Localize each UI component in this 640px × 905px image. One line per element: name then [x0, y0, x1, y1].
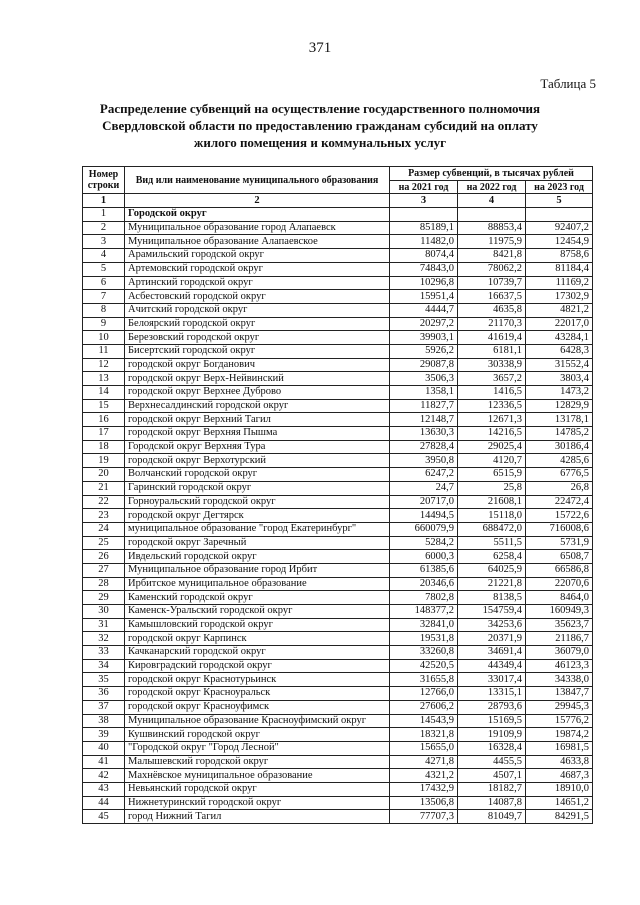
amount-2021: 12148,7: [390, 413, 458, 427]
row-number: 37: [83, 700, 125, 714]
row-number: 34: [83, 659, 125, 673]
amount-2022: 18182,7: [458, 782, 526, 796]
table-row: [83, 221, 593, 235]
municipality-name: Качканарский городской округ: [125, 646, 390, 660]
row-number: 10: [83, 331, 125, 345]
amount-2022: 12671,3: [458, 413, 526, 427]
municipality-name: городской округ Верх-Нейвинский: [125, 372, 390, 386]
amount-2021: 13630,3: [390, 427, 458, 441]
amount-2023: 13178,1: [526, 413, 593, 427]
municipality-name: городской округ Верхний Тагил: [125, 413, 390, 427]
amount-2022: 8421,8: [458, 249, 526, 263]
amount-2021: 10296,8: [390, 276, 458, 290]
amount-2023: 13847,7: [526, 687, 593, 701]
amount-2022: 33017,4: [458, 673, 526, 687]
amount-2021: 19531,8: [390, 632, 458, 646]
table-row: [83, 605, 593, 619]
amount-2022: 28793,6: [458, 700, 526, 714]
row-number: 41: [83, 755, 125, 769]
table-row: [83, 358, 593, 372]
amount-2023: 16981,5: [526, 741, 593, 755]
amount-2022: 78062,2: [458, 262, 526, 276]
row-number: 13: [83, 372, 125, 386]
amount-2023: 31552,4: [526, 358, 593, 372]
amount-2023: 15722,6: [526, 509, 593, 523]
amount-2022: 41619,4: [458, 331, 526, 345]
title-line: Распределение субвенций на осуществление государственного полномочия: [99, 101, 541, 116]
amount-2021: 660079,9: [390, 522, 458, 536]
municipality-name: Ирбитское муниципальное образование: [125, 577, 390, 591]
amount-2022: 5511,5: [458, 536, 526, 550]
amount-2022: 16328,4: [458, 741, 526, 755]
row-number: 38: [83, 714, 125, 728]
row-number: 24: [83, 522, 125, 536]
table-row: [83, 563, 593, 577]
row-number: 7: [83, 290, 125, 304]
title-line: жилого помещения и коммунальных услуг: [193, 135, 447, 150]
municipality-name: Верхнесалдинский городской округ: [125, 399, 390, 413]
amount-2021: 1358,1: [390, 386, 458, 400]
municipality-name: Малышевский городской округ: [125, 755, 390, 769]
amount-2022: 3657,2: [458, 372, 526, 386]
municipality-name: Нижнетуринский городской округ: [125, 796, 390, 810]
row-number: 11: [83, 344, 125, 358]
table-row: [83, 413, 593, 427]
row-number: 40: [83, 741, 125, 755]
municipality-name: городской округ Заречный: [125, 536, 390, 550]
header-amount-group: Размер субвенций, в тысячах рублей: [390, 167, 593, 181]
header-2023: на 2023 год: [526, 180, 593, 194]
table-row: [83, 618, 593, 632]
table-row: [83, 440, 593, 454]
amount-2023: 22070,6: [526, 577, 593, 591]
amount-2023: 15776,2: [526, 714, 593, 728]
amount-2021: 4321,2: [390, 769, 458, 783]
amount-2023: 14785,2: [526, 427, 593, 441]
table-row: [83, 755, 593, 769]
amount-2022: 19109,9: [458, 728, 526, 742]
row-number: 45: [83, 810, 125, 824]
table-row: [83, 454, 593, 468]
amount-2021: 20297,2: [390, 317, 458, 331]
amount-2022: 34253,6: [458, 618, 526, 632]
amount-2022: 12336,5: [458, 399, 526, 413]
header-2021: на 2021 год: [390, 180, 458, 194]
row-number: 28: [83, 577, 125, 591]
amount-2022: 15118,0: [458, 509, 526, 523]
municipality-name: Невьянский городской округ: [125, 782, 390, 796]
amount-2023: 46123,3: [526, 659, 593, 673]
row-number: 18: [83, 440, 125, 454]
amount-2021: 7802,8: [390, 591, 458, 605]
amount-2021: 39903,1: [390, 331, 458, 345]
amount-2022: 10739,7: [458, 276, 526, 290]
amount-2022: 8138,5: [458, 591, 526, 605]
column-numbers-row: [83, 194, 593, 208]
row-number: 16: [83, 413, 125, 427]
municipality-name: городской округ Краснотурьинск: [125, 673, 390, 687]
row-number: 35: [83, 673, 125, 687]
table-row: [83, 331, 593, 345]
table-row: [83, 290, 593, 304]
table-row: [83, 481, 593, 495]
amount-2023: 22472,4: [526, 495, 593, 509]
row-number: 26: [83, 550, 125, 564]
amount-2023: 12454,9: [526, 235, 593, 249]
amount-2021: 3506,3: [390, 372, 458, 386]
amount-2023: 92407,2: [526, 221, 593, 235]
amount-2021: 5284,2: [390, 536, 458, 550]
table-row: [83, 741, 593, 755]
row-number: 4: [83, 249, 125, 263]
amount-2022: 11975,9: [458, 235, 526, 249]
table-body: [83, 194, 593, 824]
amount-2021: 4271,8: [390, 755, 458, 769]
header-2022: на 2022 год: [458, 180, 526, 194]
row-number: 32: [83, 632, 125, 646]
table-row: [83, 427, 593, 441]
municipality-name: Кушвинский городской округ: [125, 728, 390, 742]
amount-2022: 64025,9: [458, 563, 526, 577]
amount-2021: 61385,6: [390, 563, 458, 577]
municipality-name: городской округ Верхотурский: [125, 454, 390, 468]
amount-2022: 16637,5: [458, 290, 526, 304]
amount-2021: 12766,0: [390, 687, 458, 701]
row-number: 6: [83, 276, 125, 290]
municipality-name: "Городской округ "Город Лесной": [125, 741, 390, 755]
table-row: [83, 646, 593, 660]
amount-2021: 18321,8: [390, 728, 458, 742]
table-row: [83, 468, 593, 482]
column-number: 2: [125, 194, 390, 208]
row-number: 19: [83, 454, 125, 468]
municipality-name: городской округ Красноуфимск: [125, 700, 390, 714]
amount-2021: 4444,7: [390, 303, 458, 317]
municipality-name: Березовский городской округ: [125, 331, 390, 345]
amount-2023: 3803,4: [526, 372, 593, 386]
amount-2021: 11482,0: [390, 235, 458, 249]
table-row: [83, 509, 593, 523]
document-title: [70, 100, 570, 151]
municipality-name: город Нижний Тагил: [125, 810, 390, 824]
amount-2022: 15169,5: [458, 714, 526, 728]
section-name: Городской округ: [125, 208, 390, 222]
empty-cell: [458, 208, 526, 222]
row-number: 15: [83, 399, 125, 413]
table-row: [83, 372, 593, 386]
amount-2021: 29087,8: [390, 358, 458, 372]
amount-2022: 29025,4: [458, 440, 526, 454]
amount-2022: 81049,7: [458, 810, 526, 824]
table-row: [83, 700, 593, 714]
table-label: Таблица 5: [540, 76, 596, 91]
amount-2023: 29945,3: [526, 700, 593, 714]
column-number: 5: [526, 194, 593, 208]
table-row: [83, 659, 593, 673]
municipality-name: Каменский городской округ: [125, 591, 390, 605]
table-row: [83, 782, 593, 796]
table-row: [83, 495, 593, 509]
amount-2021: 33260,8: [390, 646, 458, 660]
amount-2023: 6776,5: [526, 468, 593, 482]
row-number: 23: [83, 509, 125, 523]
table-row: [83, 344, 593, 358]
municipality-name: Ачитский городской округ: [125, 303, 390, 317]
amount-2022: 4507,1: [458, 769, 526, 783]
amount-2021: 3950,8: [390, 454, 458, 468]
row-number: 43: [83, 782, 125, 796]
amount-2022: 1416,5: [458, 386, 526, 400]
row-number: 5: [83, 262, 125, 276]
row-number: 36: [83, 687, 125, 701]
amount-2023: 21186,7: [526, 632, 593, 646]
amount-2021: 32841,0: [390, 618, 458, 632]
amount-2021: 27606,2: [390, 700, 458, 714]
amount-2022: 6258,4: [458, 550, 526, 564]
amount-2022: 25,8: [458, 481, 526, 495]
row-number: 39: [83, 728, 125, 742]
municipality-name: Волчанский городской округ: [125, 468, 390, 482]
municipality-name: Асбестовский городской округ: [125, 290, 390, 304]
amount-2021: 42520,5: [390, 659, 458, 673]
municipality-name: Камышловский городской округ: [125, 618, 390, 632]
amount-2021: 17432,9: [390, 782, 458, 796]
amount-2022: 21608,1: [458, 495, 526, 509]
amount-2021: 85189,1: [390, 221, 458, 235]
row-number: 21: [83, 481, 125, 495]
table-row: [83, 303, 593, 317]
title-line: Свердловской области по предоставлению гражданам субсидий на оплату: [102, 118, 538, 133]
row-number: 42: [83, 769, 125, 783]
amount-2023: 18910,0: [526, 782, 593, 796]
table-row: [83, 810, 593, 824]
row-number: 8: [83, 303, 125, 317]
amount-2021: 11827,7: [390, 399, 458, 413]
amount-2022: 13315,1: [458, 687, 526, 701]
amount-2023: 4633,8: [526, 755, 593, 769]
municipality-name: Бисертский городской округ: [125, 344, 390, 358]
empty-cell: [526, 208, 593, 222]
amount-2021: 20346,6: [390, 577, 458, 591]
municipality-name: Арамильский городской округ: [125, 249, 390, 263]
amount-2021: 31655,8: [390, 673, 458, 687]
municipality-name: Муниципальное образование Красноуфимский округ: [125, 714, 390, 728]
amount-2023: 4285,6: [526, 454, 593, 468]
amount-2023: 81184,4: [526, 262, 593, 276]
row-number: 44: [83, 796, 125, 810]
table-row: [83, 550, 593, 564]
amount-2022: 14087,8: [458, 796, 526, 810]
amount-2023: 12829,9: [526, 399, 593, 413]
amount-2022: 6515,9: [458, 468, 526, 482]
municipality-name: городской округ Верхнее Дуброво: [125, 386, 390, 400]
amount-2023: 30186,4: [526, 440, 593, 454]
table-row: [83, 714, 593, 728]
municipality-name: Кировградский городской округ: [125, 659, 390, 673]
row-number: 22: [83, 495, 125, 509]
municipality-name: Артинский городской округ: [125, 276, 390, 290]
amount-2023: 8758,6: [526, 249, 593, 263]
row-number: 30: [83, 605, 125, 619]
municipality-name: муниципальное образование "город Екатеринбург": [125, 522, 390, 536]
amount-2021: 24,7: [390, 481, 458, 495]
amount-2023: 160949,3: [526, 605, 593, 619]
row-number: 14: [83, 386, 125, 400]
amount-2022: 688472,0: [458, 522, 526, 536]
table-row: [83, 249, 593, 263]
empty-cell: [390, 208, 458, 222]
amount-2021: 27828,4: [390, 440, 458, 454]
amount-2022: 21221,8: [458, 577, 526, 591]
amount-2022: 14216,5: [458, 427, 526, 441]
amount-2022: 30338,9: [458, 358, 526, 372]
row-number: 9: [83, 317, 125, 331]
amount-2023: 36079,0: [526, 646, 593, 660]
column-number: 4: [458, 194, 526, 208]
row-number: 12: [83, 358, 125, 372]
amount-2022: 20371,9: [458, 632, 526, 646]
amount-2022: 4635,8: [458, 303, 526, 317]
amount-2021: 15655,0: [390, 741, 458, 755]
amount-2023: 4687,3: [526, 769, 593, 783]
column-number: 3: [390, 194, 458, 208]
row-number: 1: [83, 208, 125, 222]
table-row: [83, 262, 593, 276]
row-number: 31: [83, 618, 125, 632]
amount-2021: 14494,5: [390, 509, 458, 523]
amount-2022: 154759,4: [458, 605, 526, 619]
row-number: 20: [83, 468, 125, 482]
amount-2021: 6247,2: [390, 468, 458, 482]
amount-2021: 8074,4: [390, 249, 458, 263]
amount-2021: 5926,2: [390, 344, 458, 358]
table-row: [83, 577, 593, 591]
amount-2023: 8464,0: [526, 591, 593, 605]
amount-2021: 15951,4: [390, 290, 458, 304]
amount-2021: 13506,8: [390, 796, 458, 810]
section-row: [83, 208, 593, 222]
table-row: [83, 796, 593, 810]
amount-2023: 22017,0: [526, 317, 593, 331]
municipality-name: Махнёвское муниципальное образование: [125, 769, 390, 783]
amount-2023: 66586,8: [526, 563, 593, 577]
municipality-name: Муниципальное образование город Алапаевск: [125, 221, 390, 235]
amount-2022: 21170,3: [458, 317, 526, 331]
subsidy-table: [82, 166, 593, 824]
row-number: 29: [83, 591, 125, 605]
amount-2022: 6181,1: [458, 344, 526, 358]
municipality-name: Каменск-Уральский городской округ: [125, 605, 390, 619]
header-name: Вид или наименование муниципального образования: [125, 167, 390, 194]
municipality-name: Муниципальное образование Алапаевское: [125, 235, 390, 249]
municipality-name: городской округ Верхняя Пышма: [125, 427, 390, 441]
page-number: 371: [308, 40, 332, 56]
table-row: [83, 728, 593, 742]
table-row: [83, 386, 593, 400]
row-number: 33: [83, 646, 125, 660]
amount-2023: 4821,2: [526, 303, 593, 317]
amount-2023: 6508,7: [526, 550, 593, 564]
municipality-name: городской округ Карпинск: [125, 632, 390, 646]
amount-2023: 17302,9: [526, 290, 593, 304]
municipality-name: Белоярский городской округ: [125, 317, 390, 331]
amount-2023: 19874,2: [526, 728, 593, 742]
amount-2021: 20717,0: [390, 495, 458, 509]
row-number: 2: [83, 221, 125, 235]
table-row: [83, 235, 593, 249]
table-row: [83, 769, 593, 783]
amount-2022: 44349,4: [458, 659, 526, 673]
amount-2023: 716008,6: [526, 522, 593, 536]
municipality-name: Ивдельский городской округ: [125, 550, 390, 564]
amount-2023: 5731,9: [526, 536, 593, 550]
municipality-name: городской округ Богданович: [125, 358, 390, 372]
amount-2023: 35623,7: [526, 618, 593, 632]
amount-2023: 43284,1: [526, 331, 593, 345]
amount-2023: 26,8: [526, 481, 593, 495]
amount-2022: 4120,7: [458, 454, 526, 468]
table-row: [83, 632, 593, 646]
column-number: 1: [83, 194, 125, 208]
municipality-name: Муниципальное образование город Ирбит: [125, 563, 390, 577]
amount-2022: 4455,5: [458, 755, 526, 769]
table-row: [83, 536, 593, 550]
amount-2023: 11169,2: [526, 276, 593, 290]
municipality-name: городской округ Красноуральск: [125, 687, 390, 701]
row-number: 3: [83, 235, 125, 249]
amount-2021: 77707,3: [390, 810, 458, 824]
municipality-name: городской округ Дегтярск: [125, 509, 390, 523]
table-row: [83, 687, 593, 701]
municipality-name: Гаринский городской округ: [125, 481, 390, 495]
amount-2022: 88853,4: [458, 221, 526, 235]
amount-2023: 34338,0: [526, 673, 593, 687]
amount-2023: 14651,2: [526, 796, 593, 810]
row-number: 25: [83, 536, 125, 550]
amount-2023: 84291,5: [526, 810, 593, 824]
table-row: [83, 317, 593, 331]
amount-2023: 6428,3: [526, 344, 593, 358]
row-number: 27: [83, 563, 125, 577]
table-row: [83, 673, 593, 687]
table-row: [83, 276, 593, 290]
amount-2021: 6000,3: [390, 550, 458, 564]
table-row: [83, 522, 593, 536]
table-row: [83, 399, 593, 413]
amount-2022: 34691,4: [458, 646, 526, 660]
amount-2021: 14543,9: [390, 714, 458, 728]
header-row-number: Номер строки: [83, 167, 125, 194]
municipality-name: Горноуральский городской округ: [125, 495, 390, 509]
municipality-name: Артемовский городской округ: [125, 262, 390, 276]
amount-2023: 1473,2: [526, 386, 593, 400]
table-row: [83, 591, 593, 605]
amount-2021: 148377,2: [390, 605, 458, 619]
row-number: 17: [83, 427, 125, 441]
municipality-name: Городской округ Верхняя Тура: [125, 440, 390, 454]
amount-2021: 74843,0: [390, 262, 458, 276]
